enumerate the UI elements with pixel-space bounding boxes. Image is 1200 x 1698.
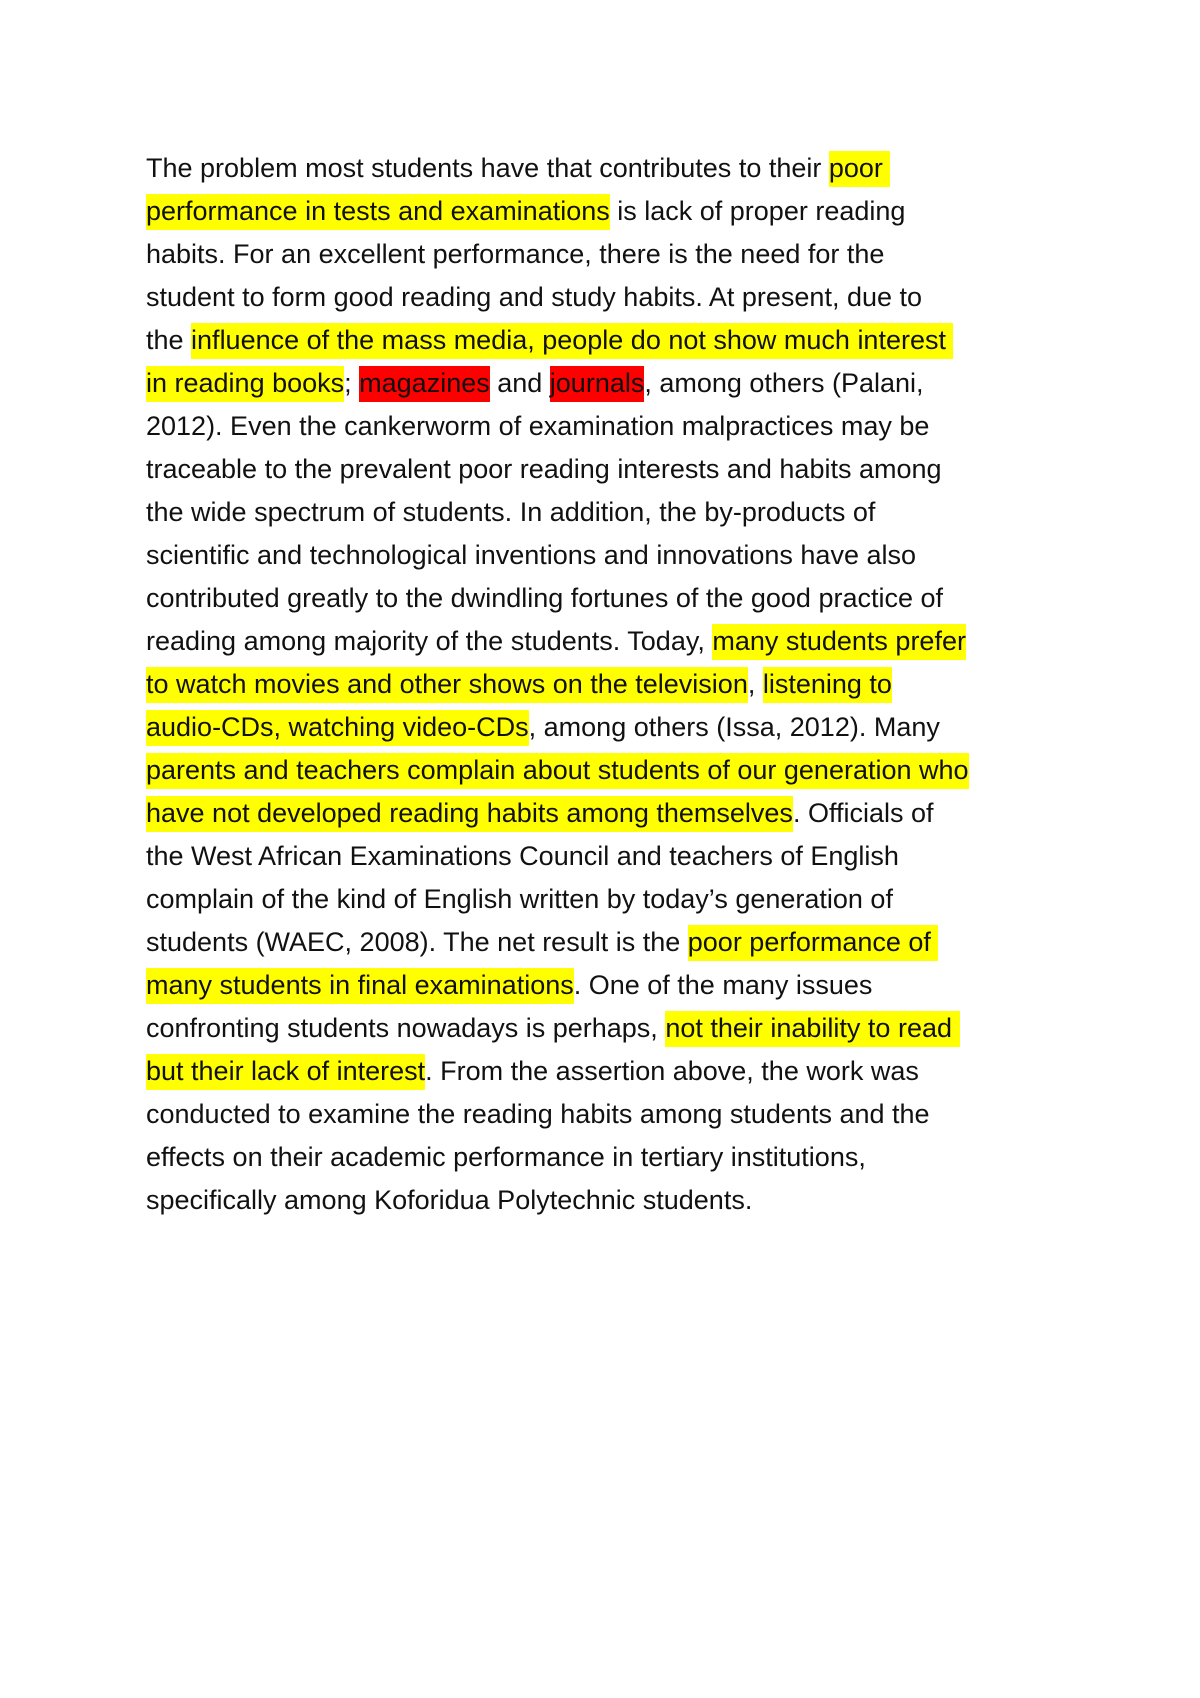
plain-text: student to form good reading and study habits. At present, due to (146, 282, 923, 312)
plain-text: and (489, 368, 550, 398)
plain-text: the West African Examinations Council and teachers of English (146, 841, 899, 871)
plain-text: contributed greatly to the dwindling fortunes of the good practice of (146, 583, 944, 613)
plain-text: specifically among Koforidua Polytechnic students. (146, 1185, 753, 1215)
plain-text: conducted to examine the reading habits among students and the (146, 1099, 930, 1129)
yellow-highlight-text: but their lack of interest (146, 1054, 425, 1090)
text-line (146, 1007, 1066, 1050)
plain-text: The problem most students have that contributes to their (146, 153, 829, 183)
yellow-highlight-text: audio-CDs, watching video-CDs (146, 710, 529, 746)
text-line (146, 276, 1066, 319)
yellow-highlight-text: not their inability to read (665, 1011, 959, 1047)
text-line (146, 921, 1066, 964)
body-paragraph (146, 147, 1066, 1222)
text-line (146, 835, 1066, 878)
plain-text: 2012). Even the cankerworm of examination malpractices may be (146, 411, 930, 441)
yellow-highlight-text: have not developed reading habits among themselves (146, 796, 793, 832)
plain-text: habits. For an excellent performance, there is the need for the (146, 239, 885, 269)
text-line (146, 534, 1066, 577)
text-line (146, 1136, 1066, 1179)
yellow-highlight-text: to watch movies and other shows on the television (146, 667, 748, 703)
plain-text: scientific and technological inventions and innovations have also (146, 540, 917, 570)
plain-text: , among others (Palani, (644, 368, 924, 398)
text-line (146, 792, 1066, 835)
plain-text: the wide spectrum of students. In addition, the by-products of (146, 497, 876, 527)
yellow-highlight-text: many students prefer (712, 624, 966, 660)
plain-text: . One of the many issues (573, 970, 873, 1000)
yellow-highlight-text: in reading books (146, 366, 344, 402)
text-line (146, 319, 1066, 362)
text-line (146, 405, 1066, 448)
yellow-highlight-text: performance in tests and examinations (146, 194, 610, 230)
yellow-highlight-text: many students in final examinations (146, 968, 574, 1004)
yellow-highlight-text: poor performance of (688, 925, 939, 961)
text-line (146, 964, 1066, 1007)
plain-text: effects on their academic performance in tertiary institutions, (146, 1142, 866, 1172)
text-line (146, 1179, 1066, 1222)
text-line (146, 577, 1066, 620)
red-highlight-text: magazines (359, 366, 490, 402)
plain-text: is lack of proper reading (609, 196, 906, 226)
text-line (146, 749, 1066, 792)
text-line (146, 1050, 1066, 1093)
yellow-highlight-text: influence of the mass media, people do not show much interest (191, 323, 953, 359)
text-line (146, 620, 1066, 663)
plain-text: reading among majority of the students. Today, (146, 626, 713, 656)
yellow-highlight-text: parents and teachers complain about students of our generation who (146, 753, 969, 789)
text-line (146, 491, 1066, 534)
plain-text: students (WAEC, 2008). The net result is the (146, 927, 688, 957)
red-highlight-text: journals (550, 366, 645, 402)
plain-text: the (146, 325, 192, 355)
text-line (146, 147, 1066, 190)
plain-text: traceable to the prevalent poor reading interests and habits among (146, 454, 942, 484)
yellow-highlight-text: listening to (763, 667, 892, 703)
text-line (146, 233, 1066, 276)
plain-text: , (747, 669, 763, 699)
text-line (146, 190, 1066, 233)
text-line (146, 362, 1066, 405)
plain-text: ; (344, 368, 360, 398)
text-line (146, 448, 1066, 491)
plain-text: confronting students nowadays is perhaps, (146, 1013, 666, 1043)
text-line (146, 878, 1066, 921)
plain-text: , among others (Issa, 2012). Many (528, 712, 940, 742)
yellow-highlight-text: poor (829, 151, 891, 187)
text-line (146, 706, 1066, 749)
text-line (146, 663, 1066, 706)
plain-text: . Officials of (792, 798, 934, 828)
plain-text: . From the assertion above, the work was (425, 1056, 919, 1086)
plain-text: complain of the kind of English written by today’s generation of (146, 884, 893, 914)
text-line (146, 1093, 1066, 1136)
